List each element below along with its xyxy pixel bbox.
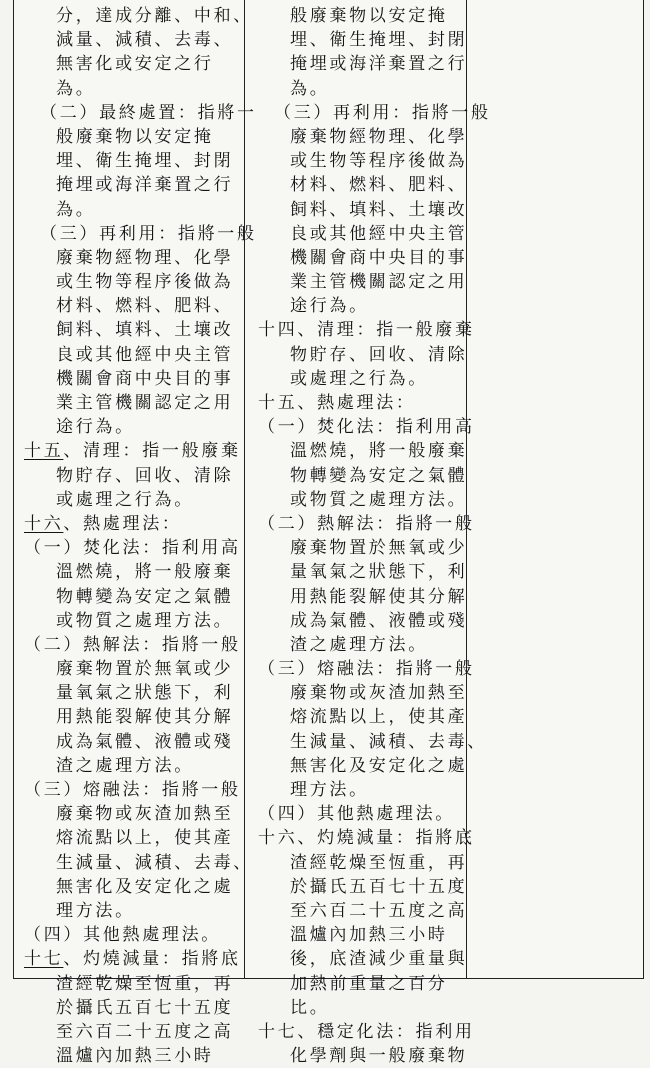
line-text: 物轉變為安定之氣體 [290, 465, 468, 486]
line-text: 或處理之行為。 [290, 368, 428, 389]
text-line [24, 343, 249, 367]
text-line [258, 198, 468, 222]
line-text: 十四、清理：指一般廢棄 [258, 320, 475, 341]
text-line [258, 730, 487, 754]
line-text: 十五、熱處理法： [258, 393, 416, 413]
line-text: （三）再利用：指將一般 [40, 223, 257, 244]
text-line [24, 488, 249, 512]
text-line [258, 318, 475, 342]
line-text: （二）熱解法：指將一般 [258, 513, 475, 534]
line-text: 無害化或安定之行 [56, 54, 214, 75]
text-line [258, 972, 468, 996]
text-line [258, 222, 468, 246]
text-line [258, 851, 468, 875]
line-text: 熔流點以上，使其產 [290, 707, 468, 728]
text-line [24, 318, 249, 342]
line-text: 渣之處理方法。 [56, 755, 194, 776]
text-line [24, 149, 249, 173]
line-text: 渣經乾燥至恆重，再 [290, 852, 468, 873]
line-text: 十七、穩定化法：指利用 [258, 1021, 475, 1042]
line-text: 、灼燒減量：指將底 [63, 949, 241, 970]
text-line [258, 657, 475, 681]
line-text: 減量、減積、去毒、 [56, 30, 234, 51]
text-line [24, 536, 249, 560]
current-text-column [258, 4, 491, 1068]
line-text: 或生物等程序後做為 [290, 151, 468, 172]
line-text: 至六百二十五度之高 [56, 1021, 234, 1042]
text-line [258, 488, 468, 512]
text-line [24, 657, 249, 681]
line-text: （二）熱解法：指將一般 [24, 634, 241, 655]
text-line [24, 173, 249, 197]
line-text: 渣經乾燥至恆重，再 [56, 973, 234, 994]
line-text: 業主管機關認定之用 [290, 272, 468, 293]
line-text: 、清理：指一般廢棄 [63, 441, 241, 462]
line-text: 機關會商中央目的事 [290, 247, 468, 268]
text-line [24, 52, 249, 76]
text-line [24, 851, 253, 875]
text-line [24, 391, 249, 415]
line-text: 業主管機關認定之用 [56, 393, 234, 413]
text-line [24, 512, 249, 536]
line-text: 於攝氏五百七十五度 [56, 997, 234, 1018]
line-text: （一）焚化法：指利用高 [24, 538, 241, 559]
text-line [24, 222, 257, 246]
line-text: 無害化及安定化之處 [290, 755, 468, 776]
line-text: 物轉變為安定之氣體 [56, 586, 234, 607]
text-line [258, 802, 468, 826]
line-text: 廢棄物置於無氧或少 [290, 538, 468, 559]
text-line [258, 246, 468, 270]
text-line [24, 609, 249, 633]
text-line [24, 1044, 249, 1068]
comparison-table [13, 0, 644, 1067]
line-text: 化學劑與一般廢棄物 [290, 1046, 468, 1067]
line-text: 般廢棄物以安定掩 [56, 126, 214, 147]
text-line [258, 681, 468, 705]
text-line [24, 1020, 249, 1044]
text-line [24, 270, 249, 294]
text-line [24, 705, 249, 729]
text-line [258, 778, 468, 802]
line-text: 般廢棄物以安定掩 [290, 6, 448, 26]
text-line [258, 633, 468, 657]
text-line [258, 947, 468, 971]
line-text: 掩埋或海洋棄置之行 [56, 175, 234, 196]
text-line [24, 730, 249, 754]
text-line [24, 754, 249, 778]
text-line [258, 609, 468, 633]
text-line [24, 367, 249, 391]
text-line [24, 246, 249, 270]
text-line [258, 585, 468, 609]
line-text: 用熱能裂解使其分解 [56, 707, 234, 728]
line-text: 良或其他經中央主管 [56, 344, 234, 365]
text-line [258, 173, 468, 197]
line-text: 理方法。 [290, 780, 369, 800]
line-text: （三）熔融法：指將一般 [24, 780, 241, 800]
underlined-amendment-number: 十六 [24, 513, 64, 534]
text-line [24, 198, 249, 222]
line-text: 途行為。 [290, 296, 369, 317]
text-line [258, 28, 468, 52]
line-text: 或生物等程序後做為 [56, 272, 234, 293]
text-line [24, 125, 249, 149]
line-text: 成為氣體、液體或殘 [290, 610, 468, 631]
text-line [258, 536, 468, 560]
text-line [24, 585, 249, 609]
text-line [24, 294, 249, 318]
line-text: 途行為。 [56, 417, 135, 438]
text-line [24, 560, 249, 584]
text-line [24, 875, 249, 899]
line-text: 為。 [56, 199, 96, 220]
text-line [24, 996, 249, 1020]
line-text: 溫爐內加熱三小時 [56, 1046, 214, 1067]
text-line [258, 77, 468, 101]
line-text: 或物質之處理方法。 [56, 610, 234, 631]
text-line [24, 77, 249, 101]
line-text: 廢棄物或灰渣加熱至 [56, 804, 234, 825]
underlined-amendment-number: 十五 [24, 441, 64, 462]
line-text: 飼料、填料、土壤改 [56, 320, 234, 341]
line-text: 成為氣體、液體或殘 [56, 731, 234, 752]
line-text: 用熱能裂解使其分解 [290, 586, 468, 607]
text-line [258, 343, 468, 367]
line-text: 至六百二十五度之高 [290, 900, 468, 921]
line-text: 埋、衛生掩埋、封閉 [56, 151, 234, 172]
line-text: 、熱處理法： [63, 513, 182, 534]
text-line [24, 899, 249, 923]
text-line [24, 415, 249, 439]
text-line [258, 4, 468, 28]
line-text: 或物質之處理方法。 [290, 489, 468, 510]
line-text: （三）再利用：指將一般 [274, 102, 491, 123]
text-line [258, 826, 475, 850]
line-text: 分，達成分離、中和、 [56, 6, 253, 26]
line-text: 物貯存、回收、清除 [290, 344, 468, 365]
text-line [258, 923, 468, 947]
text-line [258, 875, 468, 899]
line-text: 量氧氣之狀態下，利 [56, 683, 234, 704]
text-line [24, 28, 249, 52]
text-line [258, 754, 468, 778]
text-line [258, 367, 468, 391]
line-text: 廢棄物置於無氧或少 [56, 659, 234, 680]
line-text: 良或其他經中央主管 [290, 223, 468, 244]
line-text: 機關會商中央目的事 [56, 368, 234, 389]
line-text: 廢棄物或灰渣加熱至 [290, 683, 468, 704]
line-text: 理方法。 [56, 900, 135, 921]
text-line [258, 560, 468, 584]
text-line [258, 294, 468, 318]
line-text: （三）熔融法：指將一般 [258, 659, 475, 680]
line-text: 溫燃燒，將一般廢棄 [290, 441, 468, 462]
text-line [24, 4, 253, 28]
text-line [258, 391, 468, 415]
text-line [258, 52, 468, 76]
line-text: 廢棄物經物理、化學 [290, 126, 468, 147]
line-text: 比。 [290, 997, 330, 1018]
text-line [24, 778, 249, 802]
text-line [258, 899, 468, 923]
line-text: 為。 [290, 78, 330, 99]
amended-text-column [24, 4, 257, 1068]
text-line [258, 101, 491, 125]
text-line [258, 1020, 475, 1044]
text-line [258, 705, 468, 729]
line-text: 溫爐內加熱三小時 [290, 925, 448, 946]
line-text: 埋、衛生掩埋、封閉 [290, 30, 468, 51]
text-line [258, 415, 475, 439]
line-text: 或處理之行為。 [56, 489, 194, 510]
line-text: 量氧氣之狀態下，利 [290, 562, 468, 583]
text-line [24, 947, 249, 971]
text-line [24, 681, 249, 705]
line-text: 熔流點以上，使其產 [56, 828, 234, 849]
line-text: （一）焚化法：指利用高 [258, 417, 475, 438]
line-text: 於攝氏五百七十五度 [290, 876, 468, 897]
line-text: 後，底渣減少重量與 [290, 949, 468, 970]
line-text: （二）最終處置：指將一 [40, 102, 257, 123]
line-text: 物貯存、回收、清除 [56, 465, 234, 486]
line-text: 飼料、填料、土壤改 [290, 199, 468, 220]
line-text: 材料、燃料、肥料、 [290, 175, 468, 196]
line-text: 材料、燃料、肥料、 [56, 296, 234, 317]
line-text: 為。 [56, 78, 96, 99]
line-text: 渣之處理方法。 [290, 634, 428, 655]
text-line [258, 512, 475, 536]
text-line [258, 1044, 468, 1068]
line-text: 加熱前重量之百分 [290, 973, 448, 994]
text-line [258, 439, 468, 463]
text-line [24, 101, 257, 125]
line-text: 生減量、減積、去毒、 [56, 852, 253, 873]
line-text: （四）其他熱處理法。 [258, 804, 455, 825]
text-line [24, 923, 249, 947]
text-line [24, 464, 249, 488]
line-text: 生減量、減積、去毒、 [290, 731, 487, 752]
line-text: 廢棄物經物理、化學 [56, 247, 234, 268]
text-line [258, 149, 468, 173]
text-line [24, 633, 249, 657]
text-line [24, 972, 249, 996]
line-text: 掩埋或海洋棄置之行 [290, 54, 468, 75]
line-text: 溫燃燒，將一般廢棄 [56, 562, 234, 583]
text-line [24, 826, 249, 850]
text-line [258, 270, 468, 294]
line-text: 十六、灼燒減量：指將底 [258, 828, 475, 849]
underlined-amendment-number: 十七 [24, 949, 64, 970]
text-line [258, 996, 468, 1020]
text-line [24, 439, 249, 463]
text-line [258, 125, 468, 149]
text-line [24, 802, 249, 826]
line-text: 無害化及安定化之處 [56, 876, 234, 897]
line-text: （四）其他熱處理法。 [24, 925, 221, 946]
text-line [258, 464, 468, 488]
